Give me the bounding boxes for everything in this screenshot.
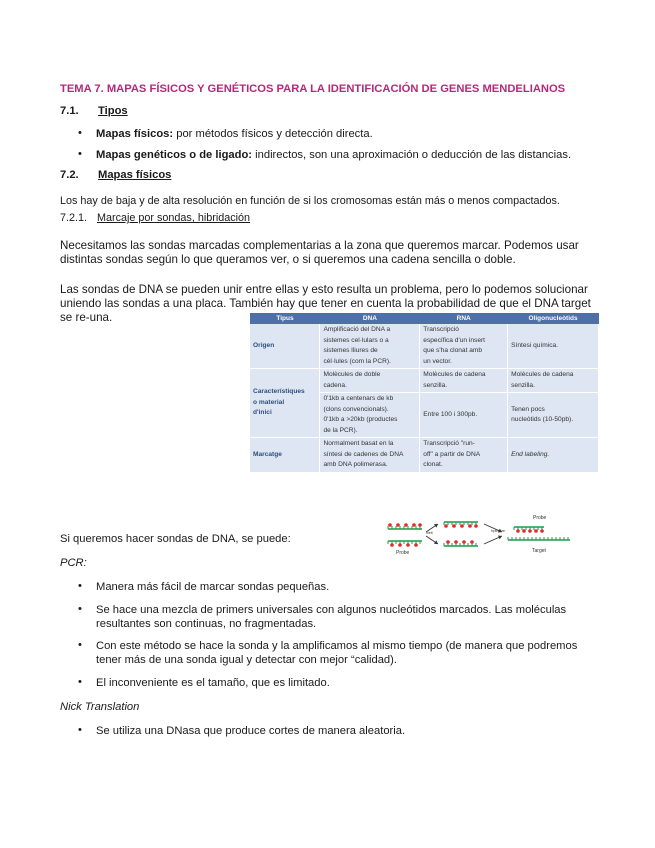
text-line: distintas sondas según lo que queramos ver, o si queremos una cadena sencilla o doble. <box>60 253 516 266</box>
section-title: Marcaje por sondas, hibridación <box>97 212 251 224</box>
list-item <box>96 603 601 631</box>
column-header: DNA <box>320 313 420 324</box>
column-header: Oligonucleòtids <box>508 313 599 324</box>
list-item <box>96 724 405 738</box>
section-7-1-heading <box>60 105 260 120</box>
text-line: Con este método se hace la sonda y la amplificamos al mismo tiempo (de manera que podremos <box>96 640 578 652</box>
table-cell: Molècules de cadena senzilla. <box>420 369 508 393</box>
text-line: Se utiliza una DNasa que produce cortes de manera aleatoria. <box>96 725 406 737</box>
text-line: uniendo las sondas a una placa. También hay que tener en cuenta la probabilidad de que el DNA target <box>60 297 591 310</box>
text-line: Se hace una mezcla de primers universales con algunos nucleótidos marcados. Las moléculas <box>96 604 567 616</box>
hybridize-label: hybridize <box>491 529 506 533</box>
text-line: Las sondas de DNA se pueden unir entre ellas y esto resulta un problema, pero lo podemos solucionar <box>60 283 588 296</box>
label-dot <box>470 540 474 544</box>
bullet-icon: • <box>78 127 82 139</box>
label-dot <box>454 540 458 544</box>
probe-comparison-table <box>250 313 599 495</box>
term: Mapas genéticos o de ligado: <box>96 149 253 161</box>
table-cell: 0'1kb a centenars de kb (clons convencionals). 0'1kb a >20kb (productes de la PCR). <box>320 393 420 438</box>
label-dot <box>418 523 422 527</box>
list-item <box>96 639 601 667</box>
row-header: Origen <box>250 324 320 369</box>
definition: por métodos físicos y detección directa. <box>173 128 373 140</box>
table-cell: Normalment basat en la síntesi de cadenes de DNA amb DNA polimerasa. <box>320 438 420 473</box>
label-dot <box>468 524 472 528</box>
resolution-paragraph: Los hay de baja y de alta resolución en función de si los cromosomas están más o menos compactados. <box>60 195 560 207</box>
label-dot <box>396 523 400 527</box>
label-dot <box>540 529 544 533</box>
table-cell: Síntesi química. <box>508 324 599 369</box>
probes-paragraph <box>60 239 600 267</box>
row-header: Característiques o material d'inici <box>250 369 320 438</box>
probe-right-label: Probe <box>533 515 547 521</box>
label-dot <box>522 529 526 533</box>
section-7-2-1-heading <box>60 212 360 226</box>
label-dot <box>516 529 520 533</box>
label-dot <box>534 529 538 533</box>
label-dot <box>460 524 464 528</box>
column-header: RNA <box>420 313 508 324</box>
label-dot <box>414 543 418 547</box>
section-number: 7.1. <box>60 105 79 117</box>
list-item <box>96 676 330 690</box>
section-number: 7.2.1. <box>60 212 88 224</box>
label-dot <box>406 543 410 547</box>
dna-probes-intro: Si queremos hacer sondas de DNA, se puede: <box>60 533 291 545</box>
bullet-icon: • <box>78 580 82 592</box>
probe-left-label: Probe <box>396 550 410 556</box>
table-cell: Transcripció específica d'un insert que s'ha clonat amb un vector. <box>420 324 508 369</box>
term: Mapas físicos: <box>96 128 174 140</box>
label-dot <box>404 523 408 527</box>
target-label: Target <box>532 548 546 554</box>
label-dot <box>390 543 394 547</box>
table-cell: Molècules de doble cadena. <box>320 369 420 393</box>
section-7-2-heading <box>60 169 260 184</box>
nick-translation-label: Nick Translation <box>60 701 140 713</box>
diagram-svg <box>382 512 578 556</box>
page-title: TEMA 7. MAPAS FÍSICOS Y GENÉTICOS PARA LA IDENTIFICACIÓN DE GENES MENDELIANOS <box>60 83 566 95</box>
label-dot <box>412 523 416 527</box>
table-cell: Entre 100 i 300pb. <box>420 393 508 438</box>
strand-group <box>388 522 570 547</box>
text-line: El inconveniente es el tamaño, que es limitado. <box>96 677 330 689</box>
label-dot <box>452 524 456 528</box>
bullet-icon: • <box>78 148 82 160</box>
table-cell: End labeling. <box>508 438 599 473</box>
label-dot <box>446 540 450 544</box>
label-dot <box>462 540 466 544</box>
list-item-genetic-maps <box>96 148 571 162</box>
definition: indirectos, son una aproximación o deducción de las distancias. <box>252 149 572 161</box>
text-line: tener más de una sonda igual y detectar con mejor “calidad). <box>96 654 397 666</box>
list-item-physical-maps <box>96 127 373 141</box>
table-cell: Transcripció "run- off" a partir de DNA clonat. <box>420 438 508 473</box>
pcr-label: PCR: <box>60 557 87 569</box>
table-row-marcatge <box>250 438 599 473</box>
table-cell: Molècules de cadena senzilla. <box>508 369 599 393</box>
section-title: Tipos <box>98 105 128 117</box>
melt-label: melt <box>426 531 433 535</box>
table-row-caracteristiques <box>250 369 599 393</box>
bullet-icon: • <box>78 724 82 736</box>
column-header: Tipus <box>250 313 320 324</box>
label-dot <box>444 524 448 528</box>
text-line: Manera más fácil de marcar sondas pequeñas. <box>96 581 330 593</box>
label-dot <box>528 529 532 533</box>
text-line: Necesitamos las sondas marcadas complementarias a la zona que queremos marcar. Podemos usar <box>60 239 579 252</box>
bullet-icon: • <box>78 603 82 615</box>
text-line: se re-una. <box>60 311 113 324</box>
table-cell: Tenen pocs nucleòtids (10-50pb). <box>508 393 599 438</box>
bullet-icon: • <box>78 639 82 651</box>
label-dot <box>388 523 392 527</box>
section-title: Mapas físicos <box>98 169 172 181</box>
section-number: 7.2. <box>60 169 79 181</box>
table-cell: Amplificació del DNA a sistemes cel·lulars o a sistemes lliures de cèl·lules (com la PCR). <box>320 324 420 369</box>
probe-hybridization-diagram <box>382 512 578 556</box>
row-header: Marcatge <box>250 438 320 473</box>
label-dot <box>398 543 402 547</box>
text-line: resultantes son continuas, no fragmentadas. <box>96 618 317 630</box>
list-item <box>96 580 329 594</box>
table-header-row <box>250 313 599 324</box>
bullet-icon: • <box>78 676 82 688</box>
table-row-origen <box>250 324 599 369</box>
label-dot <box>474 524 478 528</box>
